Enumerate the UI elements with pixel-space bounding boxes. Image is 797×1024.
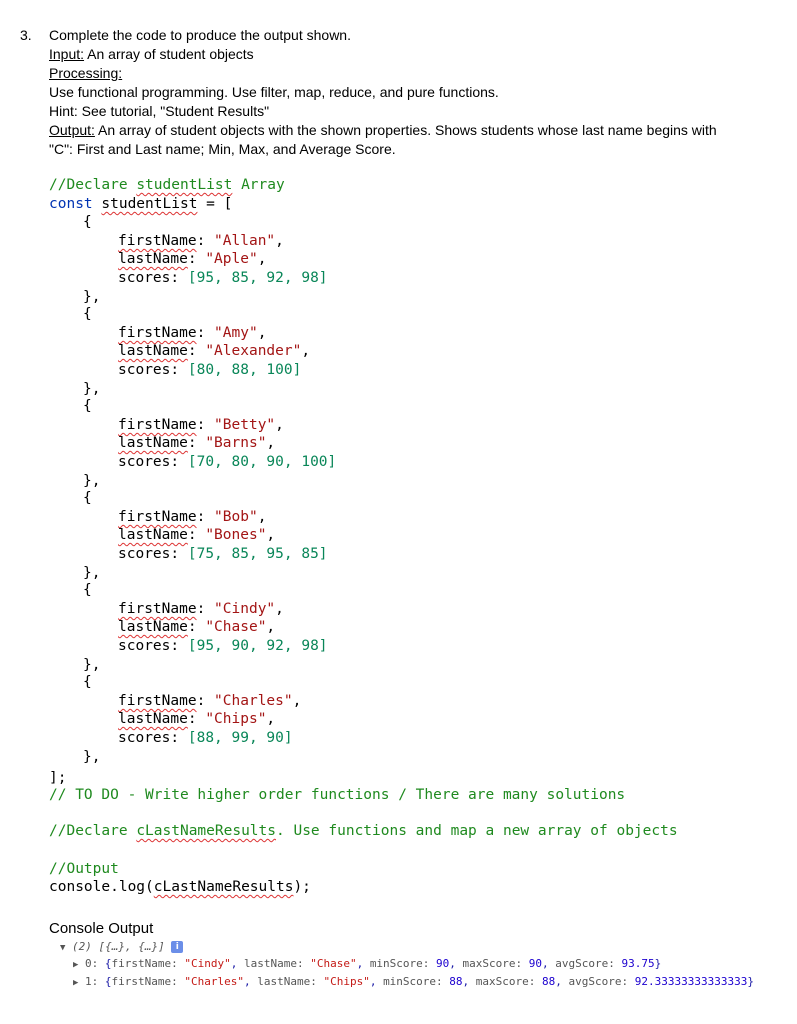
- first-name-line: firstName: "Allan",: [118, 233, 284, 249]
- console-row[interactable]: ▶ 1: {firstName: "Charles", lastName: "Chips", minScore: 88, maxScore: 88, avgScore: 92.33333333333333}: [73, 975, 754, 988]
- declare-results-comment: //Declare cLastNameResults. Use functions and map a new array of objects: [49, 823, 678, 839]
- close-brace: },: [83, 381, 101, 397]
- scores-line: scores: [70, 80, 90, 100]: [118, 454, 337, 470]
- scores-line: scores: [75, 85, 95, 85]: [118, 546, 328, 562]
- last-name-line: lastName: "Alexander",: [118, 343, 311, 359]
- const-declaration: const studentList = [: [49, 196, 233, 212]
- output-text-2: "C": First and Last name; Min, Max, and Average Score.: [49, 141, 396, 157]
- output-text: An array of student objects with the shown properties. Shows students whose last name begins with: [94, 122, 717, 138]
- scores-line: scores: [95, 90, 92, 98]: [118, 638, 328, 654]
- scores-line: scores: [95, 85, 92, 98]: [118, 270, 328, 286]
- clastnameresults-comment-name: cLastNameResults: [136, 823, 276, 839]
- scores-line: scores: [88, 99, 90]: [118, 730, 293, 746]
- comment-declare: //Declare studentList Array: [49, 177, 285, 193]
- close-brace: },: [83, 565, 101, 581]
- last-name-line: lastName: "Bones",: [118, 527, 276, 543]
- scores-line: scores: [80, 88, 100]: [118, 362, 302, 378]
- last-name-line: lastName: "Barns",: [118, 435, 276, 451]
- info-icon[interactable]: i: [171, 941, 183, 953]
- last-name-line: lastName: "Aple",: [118, 251, 267, 267]
- todo-comment: // TO DO - Write higher order functions / There are many solutions: [49, 787, 626, 803]
- array-close: ];: [49, 770, 67, 786]
- open-brace: {: [83, 674, 92, 690]
- last-name-line: lastName: "Chips",: [118, 711, 276, 727]
- close-brace: },: [83, 749, 101, 765]
- open-brace: {: [83, 306, 92, 322]
- console-log-line: console.log(cLastNameResults);: [49, 879, 311, 895]
- open-brace: {: [83, 214, 92, 230]
- studentlist-comment-name: studentList: [136, 177, 233, 193]
- first-name-line: firstName: "Charles",: [118, 693, 302, 709]
- close-brace: },: [83, 473, 101, 489]
- last-name-line: lastName: "Chase",: [118, 619, 276, 635]
- processing-label-text: Processing:: [49, 65, 123, 81]
- processing-text: Use functional programming. Use filter, map, reduce, and pure functions.: [49, 84, 499, 100]
- close-brace: },: [83, 289, 101, 305]
- expand-triangle-icon[interactable]: ▶: [73, 978, 79, 988]
- first-name-line: firstName: "Cindy",: [118, 601, 284, 617]
- expand-triangle-icon[interactable]: ▶: [73, 960, 79, 970]
- hint-text: Hint: See tutorial, "Student Results": [49, 103, 270, 119]
- studentlist-var: studentList: [101, 196, 198, 212]
- close-brace: },: [83, 657, 101, 673]
- open-brace: {: [83, 490, 92, 506]
- input-text: An array of student objects: [84, 46, 254, 62]
- processing-label: [49, 65, 122, 81]
- question-title: Complete the code to produce the output shown.: [49, 27, 351, 43]
- output-comment: //Output: [49, 861, 119, 877]
- open-brace: {: [83, 398, 92, 414]
- input-label: Input:: [49, 46, 85, 62]
- question-number: 3.: [20, 27, 32, 43]
- input-line: [49, 46, 254, 62]
- first-name-line: firstName: "Amy",: [118, 325, 267, 341]
- console-output-heading: Console Output: [49, 920, 154, 937]
- console-summary[interactable]: ▼ (2) [{…}, {…}] i: [60, 940, 183, 953]
- output-label: Output:: [49, 122, 95, 138]
- expand-triangle-icon[interactable]: ▼: [60, 943, 66, 953]
- open-brace: {: [83, 582, 92, 598]
- clastnameresults-arg: cLastNameResults: [153, 879, 294, 895]
- console-row[interactable]: ▶ 0: {firstName: "Cindy", lastName: "Chase", minScore: 90, maxScore: 90, avgScore: 93.75}: [73, 957, 662, 970]
- first-name-line: firstName: "Bob",: [118, 509, 267, 525]
- first-name-line: firstName: "Betty",: [118, 417, 284, 433]
- output-line: [49, 122, 717, 138]
